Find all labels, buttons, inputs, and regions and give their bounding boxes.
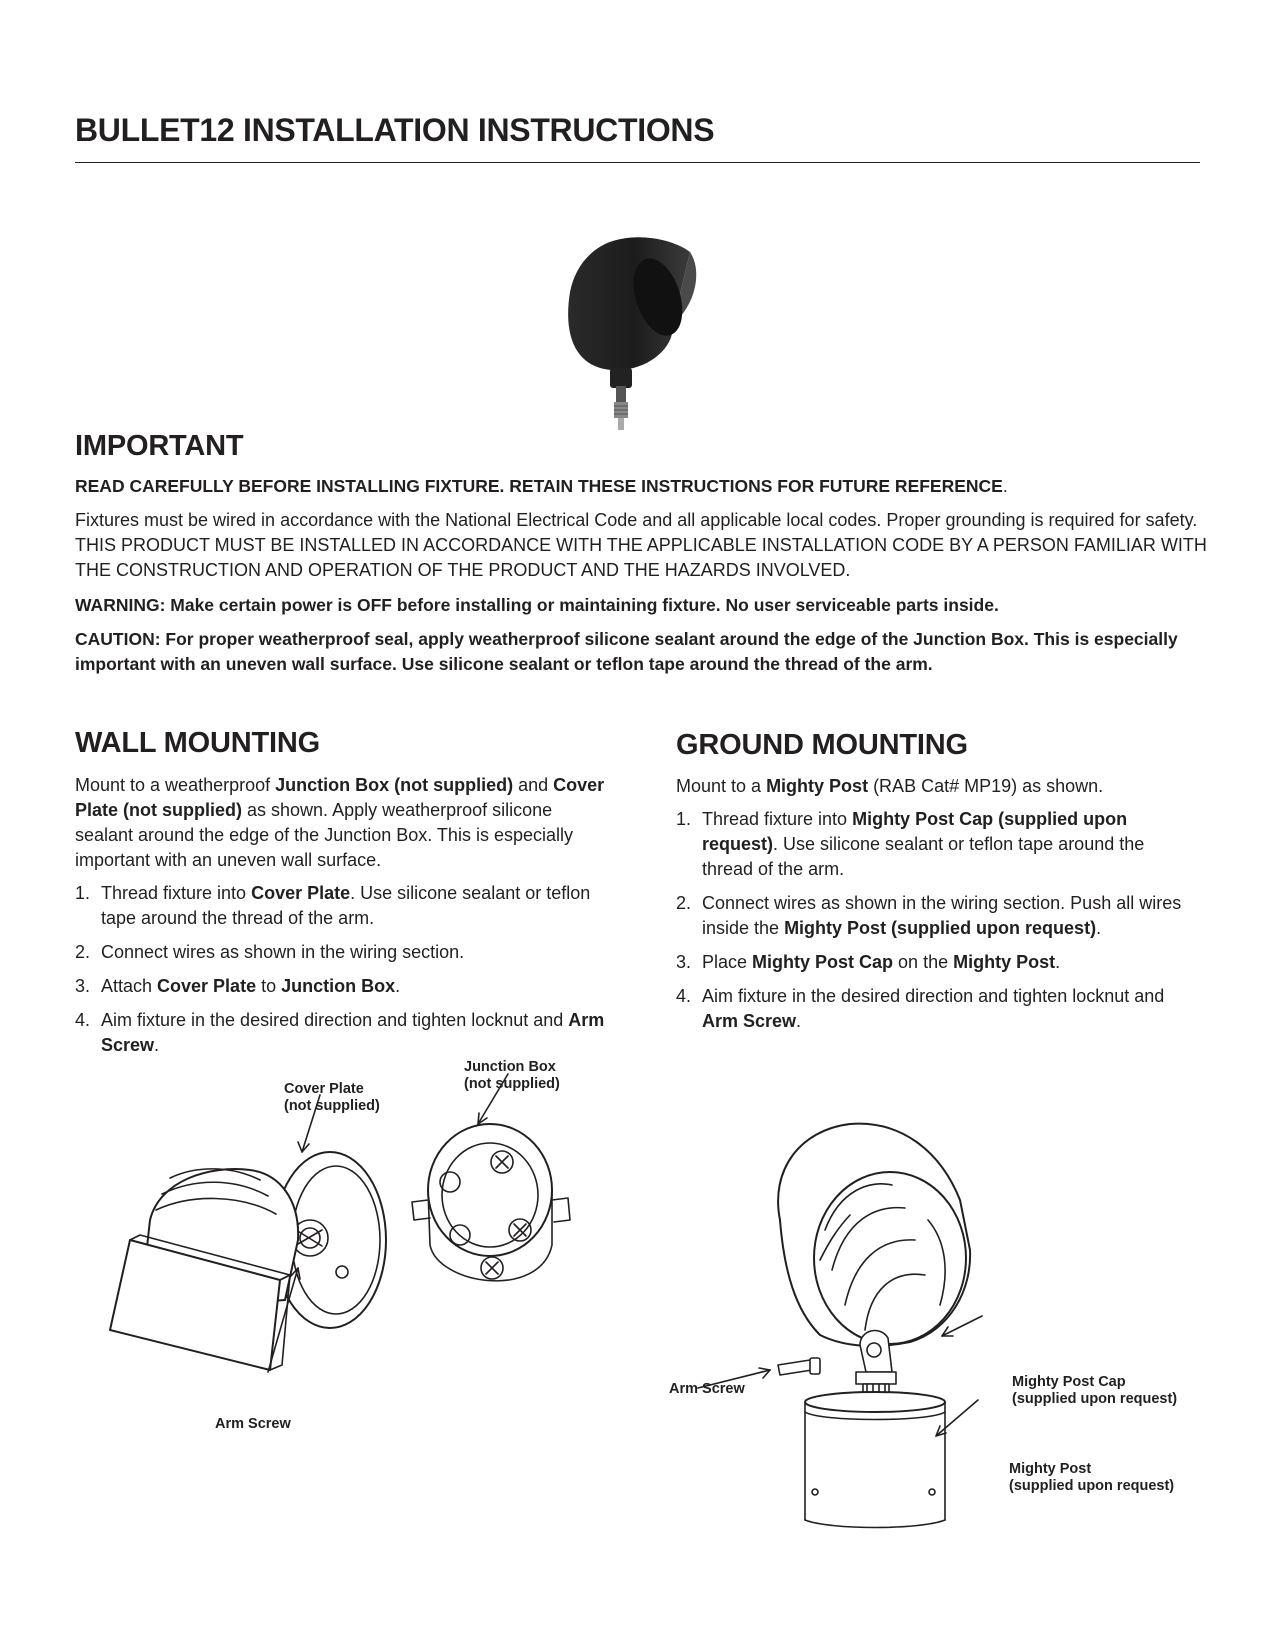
ground-step-4: 4. Aim fixture in the desired direction and tighten locknut and Arm Screw. [676, 986, 1165, 1031]
wall-step-1: 1. Thread fixture into Cover Plate. Use silicone sealant or teflon tape around the thread of the arm. [75, 883, 591, 928]
page-title: BULLET12 INSTALLATION INSTRUCTIONS [75, 112, 715, 148]
ground-mounting-heading: GROUND MOUNTING [676, 729, 968, 761]
wall-arm-screw-callout: Arm Screw [215, 1416, 291, 1432]
mighty-post-cap-callout: Mighty Post Cap (supplied upon request) [1012, 1374, 1178, 1407]
wall-mounting-heading: WALL MOUNTING [75, 727, 320, 759]
read-notice: READ CAREFULLY BEFORE INSTALLING FIXTURE. RETAIN THESE INSTRUCTIONS FOR FUTURE REFERENCE. [75, 476, 1008, 496]
important-heading: IMPORTANT [75, 430, 244, 462]
ground-mounting-intro: Mount to a Mighty Post (RAB Cat# MP19) as shown. [676, 776, 1104, 796]
warning-text: WARNING: Make certain power is OFF before installing or maintaining fixture. No user serviceable parts inside. [75, 595, 999, 615]
title-divider [75, 162, 1200, 163]
ground-step-1: 1. Thread fixture into Mighty Post Cap (supplied upon request). Use silicone sealant or teflon tape around the thread of the arm. [676, 809, 1145, 879]
wall-step-4: 4. Aim fixture in the desired direction and tighten locknut and Arm Screw. [75, 1010, 605, 1055]
wall-step-3: 3. Attach Cover Plate to Junction Box. [75, 976, 401, 996]
ground-arm-screw-callout: Arm Screw [669, 1381, 745, 1397]
ground-mounting-steps [676, 807, 1196, 1043]
ground-step-2: 2. Connect wires as shown in the wiring section. Push all wires inside the Mighty Post (supplied upon request). [676, 893, 1182, 938]
wall-step-2: 2. Connect wires as shown in the wiring section. [75, 942, 465, 962]
junction-box-callout: Junction Box (not supplied) [464, 1059, 560, 1092]
cover-plate-callout: Cover Plate (not supplied) [284, 1081, 380, 1114]
mighty-post-callout: Mighty Post (supplied upon request) [1009, 1461, 1175, 1494]
wall-mounting-diagram [100, 1070, 620, 1470]
wall-mounting-steps [75, 881, 605, 1067]
caution-text: CAUTION: For proper weatherproof seal, apply weatherproof silicone sealant around the edge of the Junction Box. This is especially important with an uneven wall surface. Use silicone sealant or teflon tape around the thread of the arm. [75, 629, 1178, 674]
important-body: Fixtures must be wired in accordance with the National Electrical Code and all applicable local codes. Proper grounding is required for safety. THIS PRODUCT MUST BE INSTALLED IN ACCORDANCE WITH THE APPLICABLE INSTALLATION CODE BY A PERSON FAMILIAR WITH THE CONSTRUCTION AND OPERATION OF THE PRODUCT AND THE HAZARDS INVOLVED. [75, 510, 1207, 580]
product-photo [560, 232, 720, 442]
wall-mounting-intro: Mount to a weatherproof Junction Box (not supplied) and Cover Plate (not supplied) as shown. Apply weatherproof silicone sealant around the edge of the Junction Box. This is especially important with an uneven wall surface. [75, 775, 605, 870]
ground-step-3: 3. Place Mighty Post Cap on the Mighty Post. [676, 952, 1061, 972]
